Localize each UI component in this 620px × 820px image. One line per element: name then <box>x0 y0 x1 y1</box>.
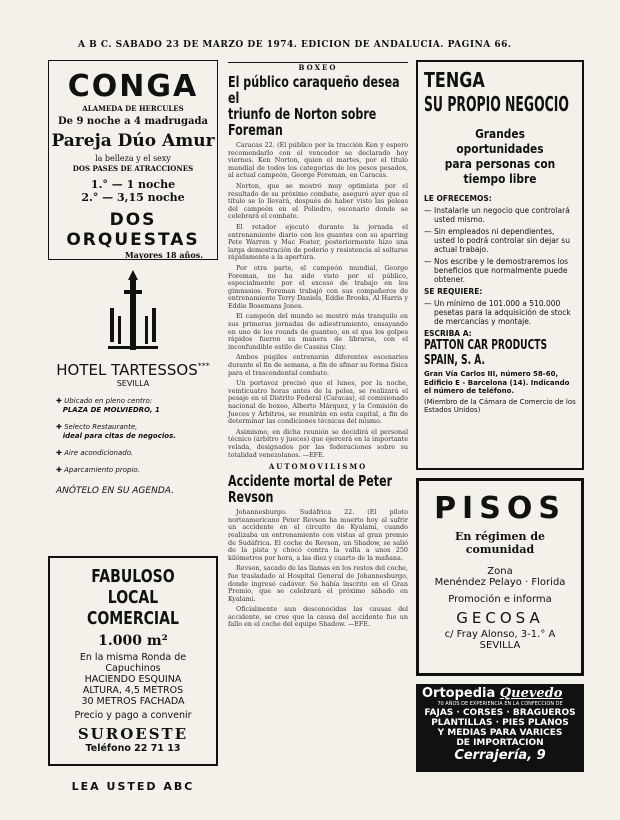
boxeo-p7: Un portavoz precisó que el lunes, por la noche, veinticuatro horas antes de la pelea, se realizará el pesaje en el Distrito Federal (Caracas), el comisionado nacional de boxeo, Alberto Márquez, y la Comisión de Jueces y Árbitros, se reunirán en esta capital, a fin de determinar las condiciones técnicas del mismo. <box>228 379 408 426</box>
local-company: SUROESTE <box>77 725 189 743</box>
pisos-city: SEVILLA <box>479 640 521 651</box>
local-line1: En la misma Ronda de <box>79 652 187 663</box>
hotel-city: SEVILLA <box>116 379 150 388</box>
negocio-req-heading: SE REQUIERE: <box>424 287 483 296</box>
list-item: — Instalarle un negocio que controlará usted mismo. <box>434 206 576 224</box>
conga-orchestras: DOS ORQUESTAS <box>66 210 200 250</box>
ortopedia-name: Ortopedia <box>422 686 496 701</box>
list-item: — Un mínimo de 101.000 a 510.000 pesetas para la adquisición de stock de mercancías y montaje. <box>434 299 576 326</box>
boxeo-p1: Caracas 22. (El público por la tracción Ken y espero recomendarlo con el vencedor se declarado hoy viernes. Ken Norton, quien el martes, por el título mundial de todos los categorías de los pesos pesados, al actual campeón, George Foreman, en Caracas. <box>228 141 408 180</box>
conga-age: Mayores 18 años. <box>124 250 203 260</box>
hotel-ad <box>48 268 218 538</box>
boxeo-p6: Ambos púgiles entrenarán diferentes escenarios durante el fin de semana, a fin de afinar su forma física para el trascendental combate. <box>228 353 408 377</box>
list-item: — Nos escribe y le demostraremos los beneficios que normalmente puede obtener. <box>434 257 576 284</box>
boxeo-headline2: triunfo de Norton sobre Foreman <box>228 105 377 139</box>
local-phone: Teléfono 22 71 13 <box>85 743 181 754</box>
negocio-sub2: para personas con <box>444 156 556 171</box>
negocio-write-heading: ESCRIBA A: <box>424 329 472 338</box>
hotel-item-parking: ✚ Aparcamiento propio. <box>56 466 140 474</box>
boxeo-p3: El retador ejecutó durante la jornada el entrenamiento diario con los guantes con su sparring Pete Warren y Mac Foster, posteriormente hizo una larga demostración de poderío y resistencia al soltarse rápidamente a la apertura. <box>228 222 408 262</box>
negocio-title1: TENGA <box>424 68 485 92</box>
negocio-address: Gran Vía Carlos III, número 58-60, Edificio E - Barcelona (14). Indicando el número de teléfono. <box>424 370 570 395</box>
ortopedia-import: DE IMPORTACION <box>456 738 544 748</box>
negocio-sub3: tiempo libre <box>463 171 537 186</box>
negocio-offer-heading: LE OFRECEMOS: <box>424 194 492 203</box>
hotel-name: HOTEL TARTESSOS <box>56 361 198 379</box>
ortopedia-ad <box>416 684 584 772</box>
conga-pass2: 2.° — 3,15 noche <box>81 191 185 204</box>
local-area: 1.000 m² <box>98 633 168 649</box>
pisos-zone: Zona <box>487 566 513 577</box>
negocio-company2: SPAIN, S. A. <box>424 353 485 368</box>
auto-p2: Revson, sacado de las llamas en los restos del coche, fue trasladado al Hospital General de Johannesburgo, donde ingresó cadáver. Se había inscrito en el Gran Premio, que se celebrará el próximo sábado en Kyalami. <box>228 564 408 603</box>
ortopedia-line3: Y MEDIAS PARA VARICES <box>437 728 563 738</box>
hotel-agenda: ANÓTELO EN SU AGENDA. <box>56 486 174 496</box>
boxeo-section: BOXEO <box>228 62 408 72</box>
negocio-sub1: Grandes oportunidades <box>456 126 544 156</box>
list-item: — Sin empleados ni dependientes, usted lo podrá controlar sin dejar su actual trabajo. <box>434 227 576 254</box>
pisos-address: c/ Fray Alonso, 3-1.° A <box>444 629 556 640</box>
conga-hours: De 9 noche a 4 madrugada <box>57 116 209 127</box>
conga-act: Pareja Dúo Amur <box>51 131 215 151</box>
auto-p1: Johannesburgo. Sudáfrica 22. (El piloto norteamericano Peter Revson ha muerto hoy al sufrir un accidente en el circuito de Kyalami, cuando realizaba un entrenamiento con vistas al gran premio de Sudáfrica. El coche de Revson, un Shadow, se salió de la pista y chocó contra la valla a unos 250 kilómetros por hora, a las diez y cuarto de la mañana. <box>228 508 408 562</box>
hotel-item-location: ✚ Ubicado en pleno centro: PLAZA DE MOLVIEDRO, 1 <box>56 397 160 414</box>
auto-headline: Accidente mortal de Peter Revson <box>228 472 393 507</box>
pisos-regime: En régimen de comunidad <box>454 530 546 556</box>
local-line2: Capuchinos <box>105 663 161 674</box>
negocio-company1: PATTON CAR PRODUCTS <box>424 338 548 353</box>
local-title1: FABULOSO LOCAL <box>91 566 175 608</box>
local-line3: HACIENDO ESQUINA <box>84 674 182 685</box>
article-column <box>228 62 408 772</box>
local-line5: 30 METROS FACHADA <box>81 696 185 707</box>
ortopedia-line1: FAJAS · CORSES · BRAGUEROS <box>424 708 576 718</box>
hotel-stars: *** <box>197 361 210 371</box>
hotel-item-restaurant: ✚ Selecto Restaurante, ideal para citas de negocios. <box>56 423 176 440</box>
conga-pass1: 1.° — 1 noche <box>90 178 176 191</box>
ortopedia-years: 70 AÑOS DE EXPERIENCIA EN LA CONFECCION DE <box>437 701 563 707</box>
conga-address: ALAMEDA DE HERCULES <box>82 104 184 113</box>
local-line4: ALTURA, 4,5 METROS <box>82 685 184 696</box>
lea-usted-abc: LEA USTED ABC <box>71 780 195 793</box>
hotel-item-aircon: ✚ Aire acondicionado. <box>56 449 134 457</box>
local-ad <box>48 556 218 766</box>
conga-title: CONGA <box>67 69 199 104</box>
hotel-crown-logo-icon <box>48 268 218 358</box>
pisos-title: PISOS <box>434 491 566 526</box>
pisos-streets: Menéndez Pelayo · Florida <box>434 577 566 588</box>
boxeo-p4: Por otra parte, el campeón mundial, George Foreman, no ha sido visto por el público, especialmente por el exceso de trabajo en los gimnasios. Foreman trabajó con sus compañeros de entrenamiento Terry Daniels, Eddie Brooks, Al Harris y Eddie Bosemans Jones. <box>228 263 408 310</box>
pisos-company: GECOSA <box>456 609 544 627</box>
boxeo-p5: El campeón del mundo se mostró más tranquilo en sus primeras jornadas de adiestramiento, ensayando en uno de los rounds de guanteo, en el que los golpes rápidos fueron su manera de librarse, con el inconfundible estilo de Cassius Clay. <box>228 312 408 351</box>
ortopedia-brand: Quevedo <box>499 686 563 701</box>
boxeo-p8: Asimismo, en dicha reunión se decidirá el personal técnico (árbitro y jueces) que ejercerá en la importante velada, designados por las federaciones sobre su totalidad venezolanos. —EFE. <box>228 427 408 459</box>
negocio-member: (Miembro de la Cámara de Comercio de los Estados Unidos) <box>424 397 576 414</box>
negocio-title2: SU PROPIO NEGOCIO <box>424 92 569 116</box>
auto-p3: Oficialmente aun desconocidas las causas del accidente, se cree que la causa del accidente fue un fallo en el coche del equipo Shadow. —EFE. <box>228 605 408 629</box>
local-line6: Precio y pago a convenir <box>74 710 192 721</box>
ortopedia-address: Cerrajería, 9 <box>454 748 546 763</box>
negocio-offer-list <box>424 206 576 284</box>
boxeo-headline1: El público caraqueño desea el <box>228 73 400 107</box>
ortopedia-line2: PLANTILLAS · PIES PLANOS <box>431 718 569 728</box>
page-header: A B C. SABADO 23 DE MARZO DE 1974. EDICION DE ANDALUCIA. PAGINA 66. <box>78 40 512 50</box>
pisos-promo: Promoción e informa <box>448 594 552 605</box>
conga-ad <box>48 60 218 260</box>
pisos-ad <box>416 478 584 676</box>
auto-section: AUTOMOVILISMO <box>268 462 368 472</box>
boxeo-p2: Norton, que se mostró muy optimista por el resultado de su próximo combate, aseguró ayer que el título se lo llevará, después de haber visto las peleas del campeón en el Poliedro, escenario donde se celebrará el combate. <box>228 181 408 221</box>
conga-tagline: la belleza y el sexy <box>95 154 171 163</box>
negocio-ad <box>416 60 584 470</box>
local-title2: COMERCIAL <box>87 608 179 629</box>
conga-passes: DOS PASES DE ATRACCIONES <box>72 164 194 173</box>
